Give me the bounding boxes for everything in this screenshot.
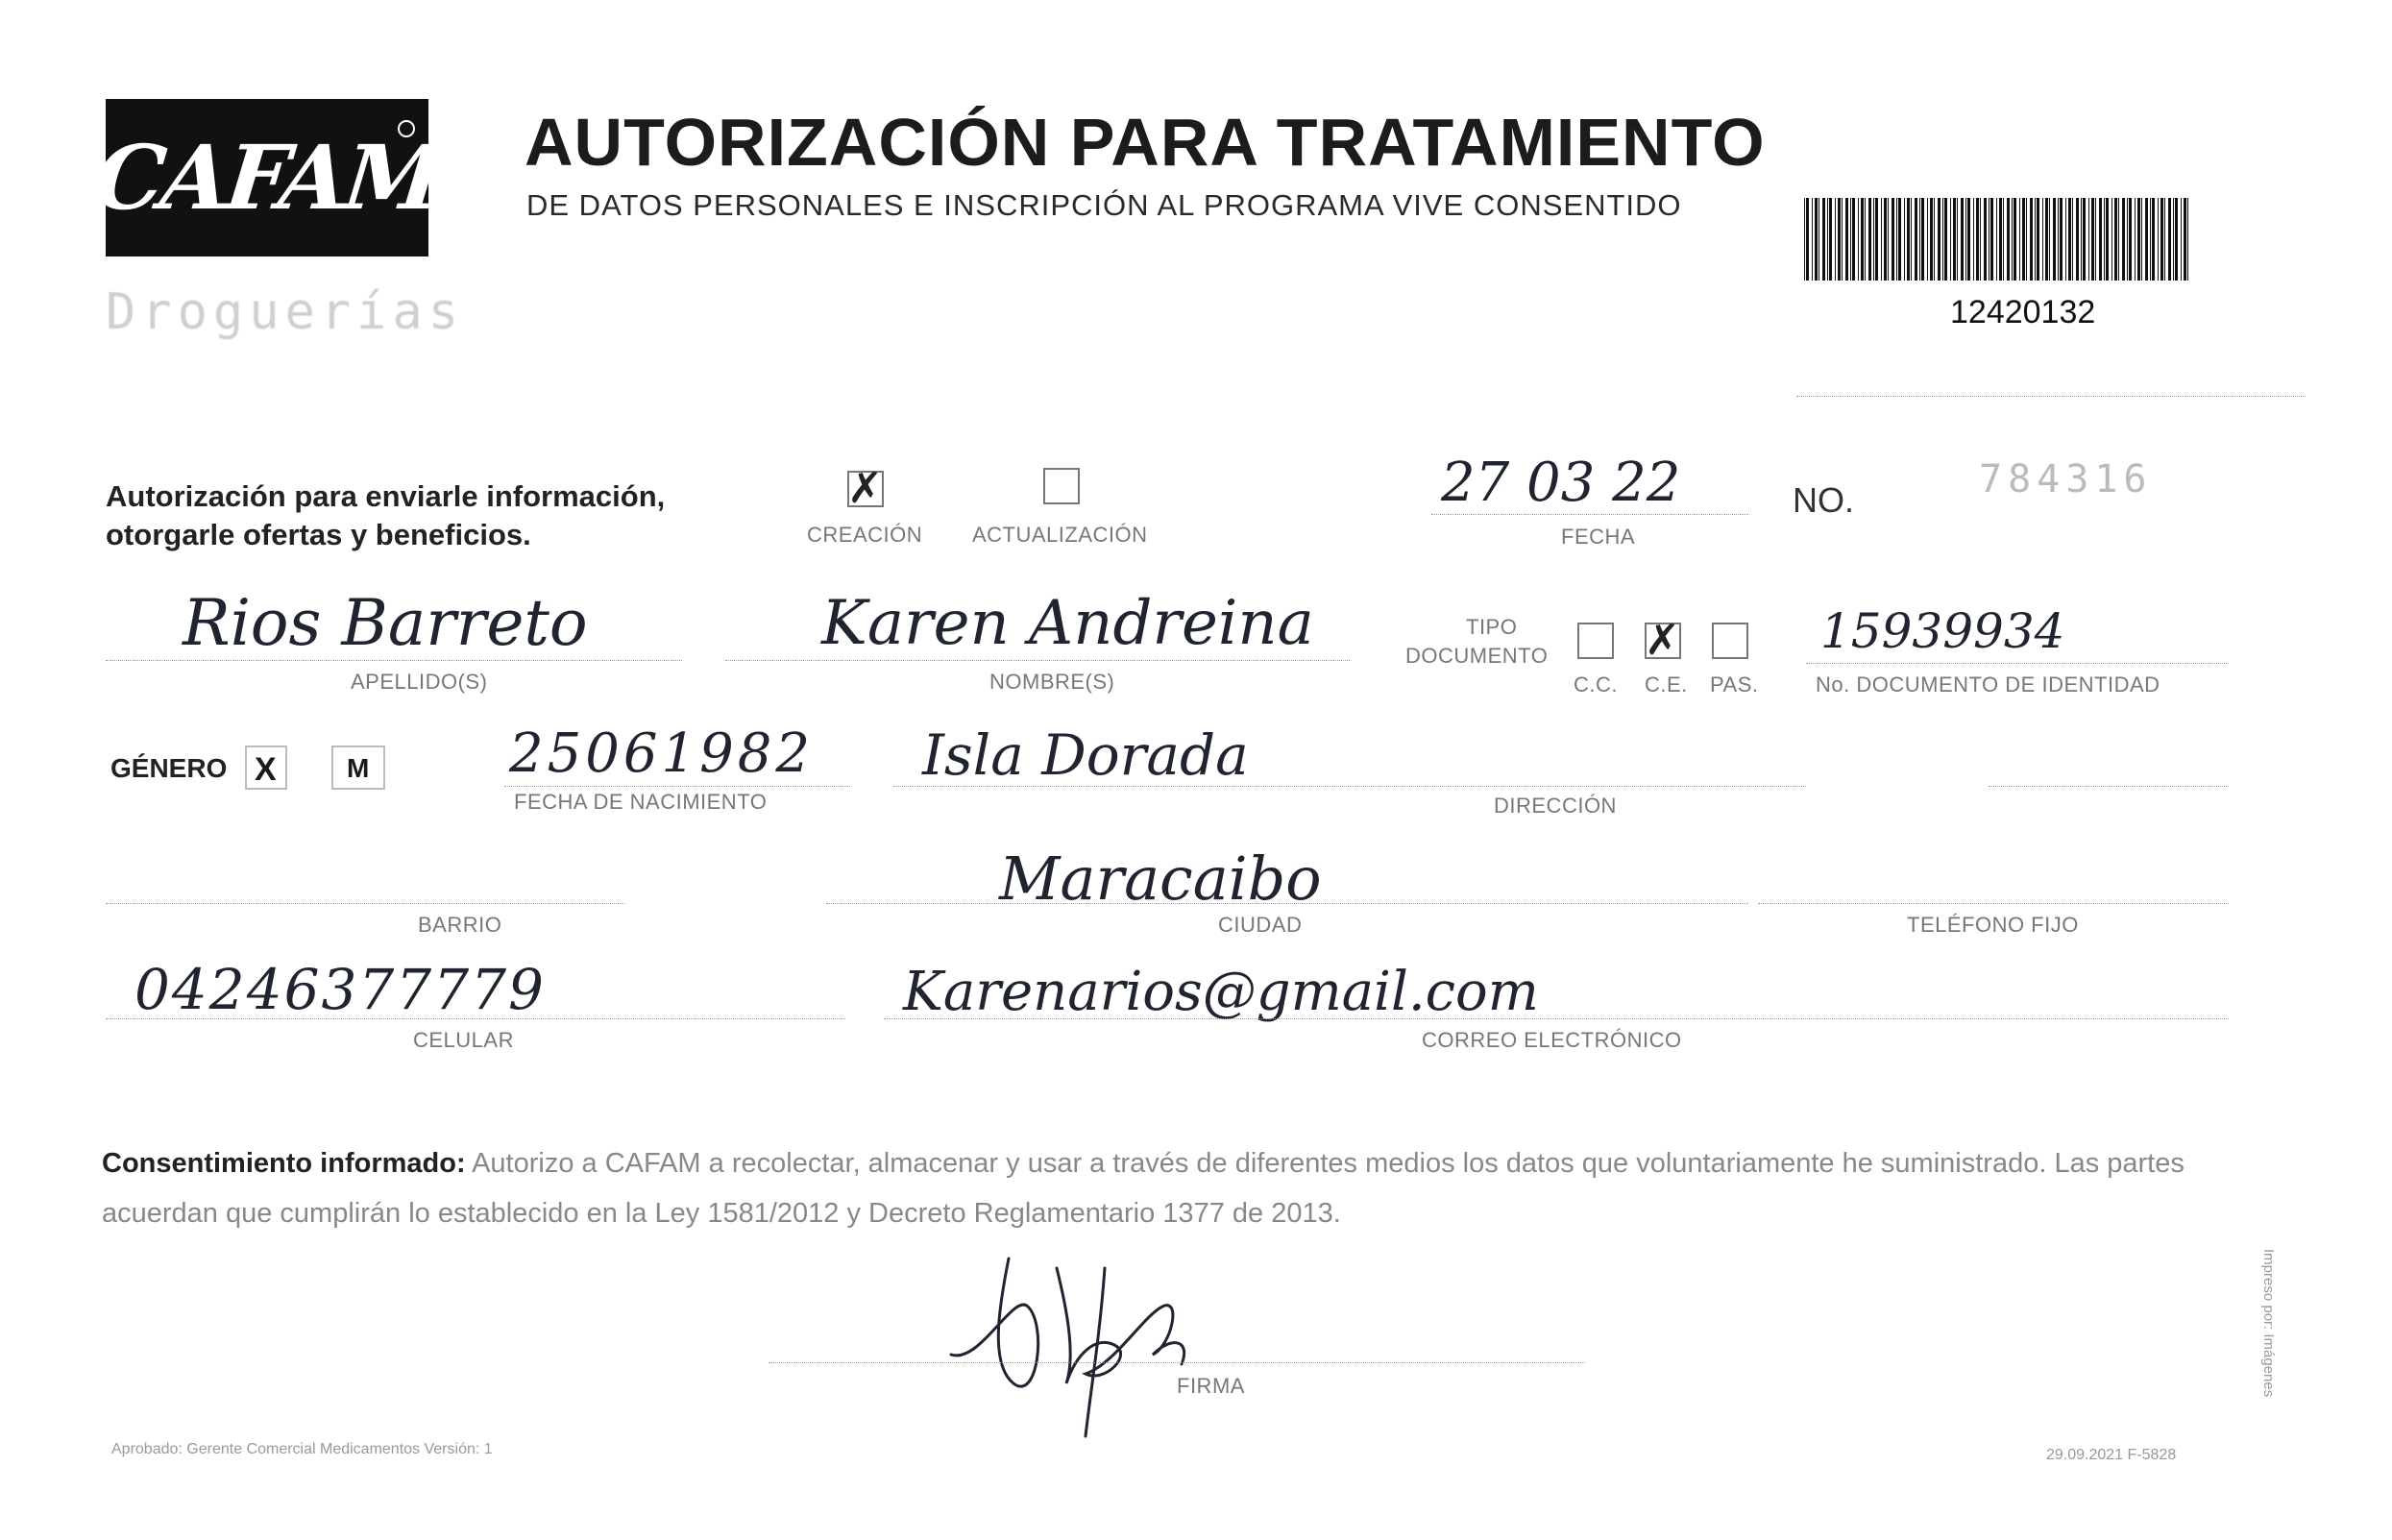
barcode-icon xyxy=(1804,198,2190,281)
barcode-bar xyxy=(2081,198,2082,281)
barcode-bar xyxy=(2160,198,2163,281)
direccion-label: DIRECCIÓN xyxy=(1494,794,1617,818)
barcode-bar xyxy=(1815,198,1818,281)
barcode-bar xyxy=(1961,198,1964,281)
signature-icon xyxy=(922,1249,1210,1441)
barcode-bar xyxy=(1898,198,1901,281)
barcode-bar xyxy=(1822,198,1825,281)
barcode-bar xyxy=(2135,198,2136,281)
barcode-bar xyxy=(2065,198,2066,281)
barcode-bar xyxy=(1818,198,1819,281)
barcode-bar xyxy=(2091,198,2094,281)
registered-mark-icon xyxy=(398,120,415,137)
pas-label: PAS. xyxy=(1710,672,1759,697)
apellidos-label: APELLIDO(S) xyxy=(351,670,488,694)
authorization-text-1: Autorización para enviarle información, xyxy=(106,479,666,513)
barcode-bar xyxy=(1804,198,1805,281)
barcode-bar xyxy=(1996,198,1997,281)
barcode-bar xyxy=(1930,198,1933,281)
documento-line xyxy=(1806,663,2229,664)
barcode-bar xyxy=(2104,198,2105,281)
signature-line xyxy=(769,1362,1585,1363)
signature-label: FIRMA xyxy=(1177,1374,1245,1398)
documento-label: DOCUMENTO xyxy=(1405,644,1549,668)
genero-label: GÉNERO xyxy=(110,753,228,783)
correo-line xyxy=(884,1018,2229,1019)
footer-code: 29.09.2021 F-5828 xyxy=(2046,1447,2177,1463)
celular-line xyxy=(106,1018,845,1019)
direccion-line-2 xyxy=(1989,786,2229,787)
barcode-bar xyxy=(2058,198,2059,281)
barcode-bar xyxy=(2122,198,2125,281)
barcode-bar xyxy=(2042,198,2043,281)
barcode-bar xyxy=(2053,198,2056,281)
barcode-bar xyxy=(2076,198,2079,281)
barcode-bar xyxy=(2106,198,2109,281)
barcode-bar xyxy=(2045,198,2048,281)
form-title: AUTORIZACIÓN PARA TRATAMIENTO xyxy=(525,105,1766,180)
barcode-bar xyxy=(1984,198,1987,281)
direccion-line xyxy=(893,786,1806,787)
barcode-bar xyxy=(1845,198,1848,281)
barcode-bar xyxy=(2026,198,2027,281)
barcode-bar xyxy=(2118,198,2119,281)
genero-m-checkbox[interactable] xyxy=(331,746,385,790)
barcode-bar xyxy=(2072,198,2073,281)
cafam-logo xyxy=(89,99,445,257)
footer-approval: Aprobado: Gerente Comercial Medicamentos Versión: 1 xyxy=(111,1441,493,1457)
genero-m-label: M xyxy=(347,753,370,783)
consent-lead: Consentimiento informado: xyxy=(102,1148,466,1179)
barcode-bar xyxy=(1881,198,1882,281)
barcode-bar xyxy=(1965,198,1966,281)
barcode-bar xyxy=(2060,198,2062,281)
actualizacion-checkbox[interactable] xyxy=(1043,468,1080,504)
barcode-bar xyxy=(1858,198,1859,281)
apellidos-value[interactable]: Rios Barreto xyxy=(183,586,588,660)
barcode-bar xyxy=(1934,198,1935,281)
barcode-bar xyxy=(1884,198,1887,281)
logo-text: CAFAM xyxy=(89,126,445,230)
barcode-bar xyxy=(1957,198,1958,281)
barcode-bar xyxy=(2022,198,2025,281)
genero-f-mark: X xyxy=(255,751,277,788)
ce-checkbox[interactable] xyxy=(1645,616,1681,665)
barcode-bar xyxy=(2014,198,2016,281)
barrio-line xyxy=(106,903,624,904)
barcode-bar xyxy=(1950,198,1951,281)
barcode-bar xyxy=(1835,198,1836,281)
barrio-label: BARRIO xyxy=(418,913,502,937)
barcode-bar xyxy=(2007,198,2010,281)
pas-checkbox[interactable] xyxy=(1712,623,1748,659)
barcode-bar xyxy=(1852,198,1855,281)
barcode-bar xyxy=(2137,198,2140,281)
header-divider xyxy=(1796,396,2306,397)
correo-value[interactable]: Karenarios@gmail.com xyxy=(903,961,1539,1023)
brand-faded-text: Droguerías xyxy=(106,283,465,341)
barcode-bar xyxy=(1829,198,1832,281)
barcode-bar xyxy=(1861,198,1864,281)
celular-label: CELULAR xyxy=(413,1028,514,1052)
fecha-label: FECHA xyxy=(1561,525,1636,549)
nombres-label: NOMBRE(S) xyxy=(989,670,1115,694)
form-subtitle: DE DATOS PERSONALES E INSCRIPCIÓN AL PROGRAMA VIVE CONSENTIDO xyxy=(526,188,1682,222)
barcode-bar xyxy=(1938,198,1940,281)
barcode-bar xyxy=(1868,198,1871,281)
barcode-bar xyxy=(1990,198,1993,281)
creacion-label: CREACIÓN xyxy=(807,523,923,547)
authorization-text-2: otorgarle ofertas y beneficios. xyxy=(106,518,531,551)
creacion-checkbox[interactable] xyxy=(847,464,884,513)
barcode-bar xyxy=(2111,198,2112,281)
barcode-bar xyxy=(2184,198,2186,281)
barcode-bar xyxy=(2037,198,2039,281)
fecha-line xyxy=(1431,514,1748,515)
barcode-bar xyxy=(1976,198,1979,281)
barcode-bar xyxy=(2019,198,2020,281)
barcode-bar xyxy=(1911,198,1912,281)
no-label: NO. xyxy=(1793,480,1855,520)
documento-number-label: No. DOCUMENTO DE IDENTIDAD xyxy=(1816,672,2160,697)
celular-value[interactable]: 04246377779 xyxy=(134,957,546,1022)
tipo-label: TIPO xyxy=(1466,615,1518,639)
barcode-bar xyxy=(1927,198,1928,281)
barcode-bar xyxy=(2173,198,2174,281)
genero-f-checkbox[interactable] xyxy=(245,746,287,790)
barcode-bar xyxy=(2035,198,2036,281)
barcode-bar xyxy=(2150,198,2151,281)
barcode-bar xyxy=(1842,198,1843,281)
barcode-bar xyxy=(2164,198,2165,281)
barcode-bar xyxy=(2127,198,2128,281)
nacimiento-line xyxy=(504,786,850,787)
correo-label: CORREO ELECTRÓNICO xyxy=(1422,1028,1682,1052)
barcode-bar xyxy=(2129,198,2132,281)
barcode-bar xyxy=(1904,198,1905,281)
barcode-bar xyxy=(2114,198,2117,281)
direccion-value[interactable]: Isla Dorada xyxy=(922,722,1249,788)
ce-label: C.E. xyxy=(1645,672,1688,697)
barcode-bar xyxy=(2068,198,2071,281)
barcode-bar xyxy=(2158,198,2159,281)
nombres-line xyxy=(725,660,1350,661)
barcode-bar xyxy=(2181,198,2182,281)
fecha-value[interactable]: 27 03 22 xyxy=(1441,452,1681,514)
documento-value[interactable]: 15939934 xyxy=(1820,603,2065,659)
actualizacion-label: ACTUALIZACIÓN xyxy=(972,523,1148,547)
barcode-bar xyxy=(1907,198,1910,281)
barcode-bar xyxy=(1850,198,1851,281)
telefono-label: TELÉFONO FIJO xyxy=(1907,913,2079,937)
barcode-bar xyxy=(1944,198,1947,281)
barcode-bar xyxy=(1873,198,1874,281)
barcode-bar xyxy=(2012,198,2013,281)
barcode-bar xyxy=(1838,198,1841,281)
consent-paragraph xyxy=(102,1138,2244,1238)
barcode-bar xyxy=(1896,198,1897,281)
barcode-bar xyxy=(1812,198,1813,281)
barcode-bar xyxy=(2175,198,2178,281)
cc-checkbox[interactable] xyxy=(1577,623,1614,659)
barcode-bar xyxy=(2145,198,2148,281)
consent-text: Autorizo a CAFAM a recolectar, almacenar y usar a través de diferentes medios los datos que voluntariamente he suministrado. Las partes acuerdan que cumplirán lo establecido en la Ley 1581/2012 y Decreto Reglamentario 1377 de 2013. xyxy=(102,1148,2185,1229)
barcode-bar xyxy=(2083,198,2086,281)
barcode-bar xyxy=(2152,198,2155,281)
checkmark-icon: ✗ xyxy=(847,464,883,513)
barcode-bar xyxy=(1806,198,1809,281)
barcode-bar xyxy=(1999,198,2002,281)
ciudad-line xyxy=(826,903,1748,904)
ciudad-label: CIUDAD xyxy=(1218,913,1303,937)
barcode-bar xyxy=(2030,198,2033,281)
barcode-bar xyxy=(1827,198,1828,281)
nacimiento-value[interactable]: 25061982 xyxy=(509,722,815,785)
barcode-bar xyxy=(1919,198,1920,281)
barcode-bar xyxy=(2141,198,2142,281)
ciudad-value[interactable]: Maracaibo xyxy=(999,843,1322,914)
barcode-bar xyxy=(2099,198,2102,281)
form-number: 784316 xyxy=(1979,457,2153,501)
barcode-bar xyxy=(2095,198,2096,281)
barcode-number: 12420132 xyxy=(1950,294,2096,330)
barcode-bar xyxy=(1892,198,1894,281)
barcode-bar xyxy=(1875,198,1878,281)
nombres-value[interactable]: Karen Andreina xyxy=(821,588,1314,659)
apellidos-line xyxy=(106,660,682,661)
nacimiento-label: FECHA DE NACIMIENTO xyxy=(514,790,768,814)
side-print-text: Impreso por: Imágenes xyxy=(2260,1249,2277,1398)
barcode-bar xyxy=(2049,198,2050,281)
barcode-bar xyxy=(1921,198,1924,281)
barcode-bar xyxy=(1973,198,1974,281)
barcode-bar xyxy=(2003,198,2004,281)
barcode-bar xyxy=(1967,198,1970,281)
checkmark-icon: ✗ xyxy=(1645,616,1680,665)
barcode-bar xyxy=(2088,198,2089,281)
barcode-bar xyxy=(1953,198,1956,281)
barcode-bar xyxy=(1942,198,1943,281)
barcode-bar xyxy=(1888,198,1889,281)
barcode-bar xyxy=(1915,198,1917,281)
barcode-bar xyxy=(1865,198,1866,281)
telefono-line xyxy=(1758,903,2229,904)
barcode-bar xyxy=(2187,198,2188,281)
cc-label: C.C. xyxy=(1574,672,1618,697)
barcode-bar xyxy=(2168,198,2171,281)
barcode-bar xyxy=(1980,198,1981,281)
